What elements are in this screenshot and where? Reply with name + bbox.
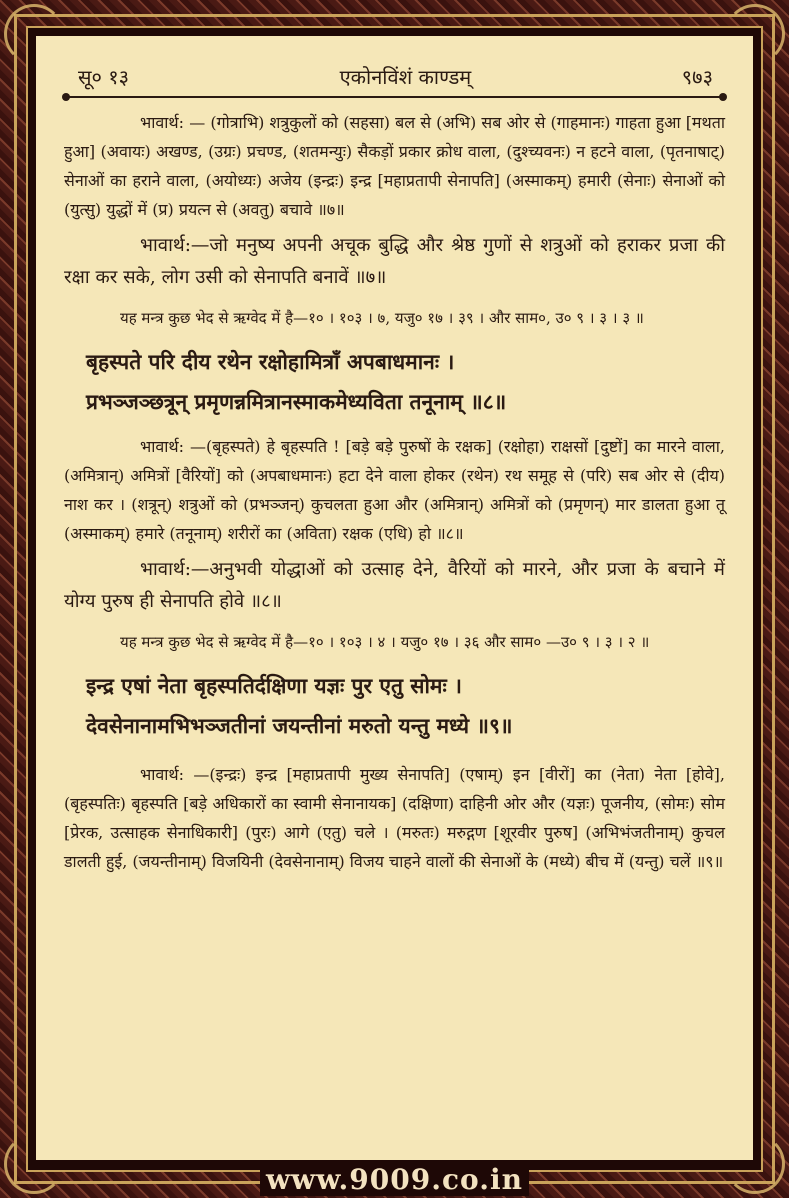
reference-7: यह मन्त्र कुछ भेद से ऋग्वेद में है—१० । १०३ । ७, यजु० १७ । ३९ । और साम०, उ० ९ । ३ । ३ ॥: [120, 309, 644, 327]
book-page: [36, 36, 753, 1160]
reference-8: यह मन्त्र कुछ भेद से ऋग्वेद में है—१० । १०३ । ४ । यजु० १७ । ३६ और साम० —उ० ९ । ३ । २ ॥: [120, 633, 650, 651]
mantra-9-line-1: इन्द्र एषां नेता बृहस्पतिर्दक्षिणा यज्ञः पुर एतु सोमः ।: [86, 673, 462, 698]
commentary-7: भावार्थ: — (गोत्राभि) शत्रुकुलों को (सहसा) बल से (अभि) सब ओर से (गाहमानः) गाहता हुआ [मथता हुआ] (अवायः) अखण्ड, (उग्रः) प्रचण्ड, (शतमन्युः) सैकड़ों प्रकार क्रोध वाला, (दुश्च्यवनः) न हटने वाला, (पृतनाषाट्) सेनाओं का हराने वाला, (अयोध्यः) अजेय (इन्द्रः) इन्द्र [महाप्रतापी सेनापति] (अस्माकम्) हमारी (सेनाः) सेनाओं को (युत्सु) युद्धों में (प्र) प्रयत्न से (अवतु) बचावे ॥७॥: [64, 113, 725, 219]
mantra-8-line-1: बृहस्पते परि दीय रथेन रक्षोहामित्राँ अपबाधमानः ।: [86, 349, 455, 374]
page-number: ९७३: [681, 65, 713, 89]
page-title: एकोनविंशं काण्डम्: [339, 65, 472, 89]
summary-7: भावार्थ:—जो मनुष्य अपनी अचूक बुद्धि और श्रेष्ठ गुणों से शत्रुओं को हराकर प्रजा की रक्षा कर सके, लोग उसी को सेनापति बनावें ॥७॥: [64, 235, 725, 288]
header-divider: [64, 96, 725, 98]
mantra-9-line-2: देवसेनानामभिभञ्जतीनां जयन्तीनां मरुतो यन्तु मध्ये ॥९॥: [86, 713, 513, 738]
mantra-8-line-2: प्रभञ्जञ्छत्रून् प्रमृणन्नमित्रानस्माकमेध्यविता तनूनाम् ॥८॥: [86, 389, 507, 414]
summary-8: भावार्थ:—अनुभवी योद्धाओं को उत्साह देने, वैरियों को मारने, और प्रजा के बचाने में योग्य पुरुष ही सेनापति होवे ॥८॥: [64, 559, 725, 612]
page-header: [64, 56, 725, 90]
commentary-9: भावार्थ: —(इन्द्रः) इन्द्र [महाप्रतापी मुख्य सेनापति] (एषाम्) इन [वीरों] का (नेता) नेता [होवे], (बृहस्पतिः) बृहस्पति [बड़े अधिकारों का स्वामी सेनानायक] (दक्षिणा) दाहिनी ओर और (यज्ञः) पूजनीय, (सोमः) सोम [प्रेरक, उत्साहक सेनाधिकारी] (पुरः) आगे (एतु) चले । (मरुतः) मरुद्गण [शूरवीर पुरुष] (अभिभंजतीनाम्) कुचल डालती हुई, (जयन्तीनाम्) विजयिनी (देवसेनानाम्) विजय चाहने वालों की सेनाओं के (मध्ये) बीच में (यन्तु) चलें ॥९॥: [64, 765, 725, 871]
sukta-number: सू० १३: [78, 65, 130, 89]
footer-url[interactable]: www.9009.co.in: [260, 1163, 529, 1196]
site-watermark: [0, 1163, 789, 1196]
commentary-8: भावार्थ: —(बृहस्पते) हे बृहस्पति ! [बड़े बड़े पुरुषों के रक्षक] (रक्षोहा) राक्षसों [दुष्टों] का मारने वाला, (अमित्रान्) अमित्रों [वैरियों] को (अपबाधमानः) हटा देने वाला होकर (रथेन) रथ समूह से (परि) सब ओर से (दीय) नाश कर । (शत्रून्) शत्रुओं को (प्रभञ्जन्) कुचलता हुआ और (अमित्रान्) अमित्रों को (प्रमृणन्) मार डालता हुआ तू (अस्माकम्) हमारे (तनूनाम्) शरीरों का (अविता) रक्षक (एधि) हो ॥८॥: [64, 437, 725, 543]
